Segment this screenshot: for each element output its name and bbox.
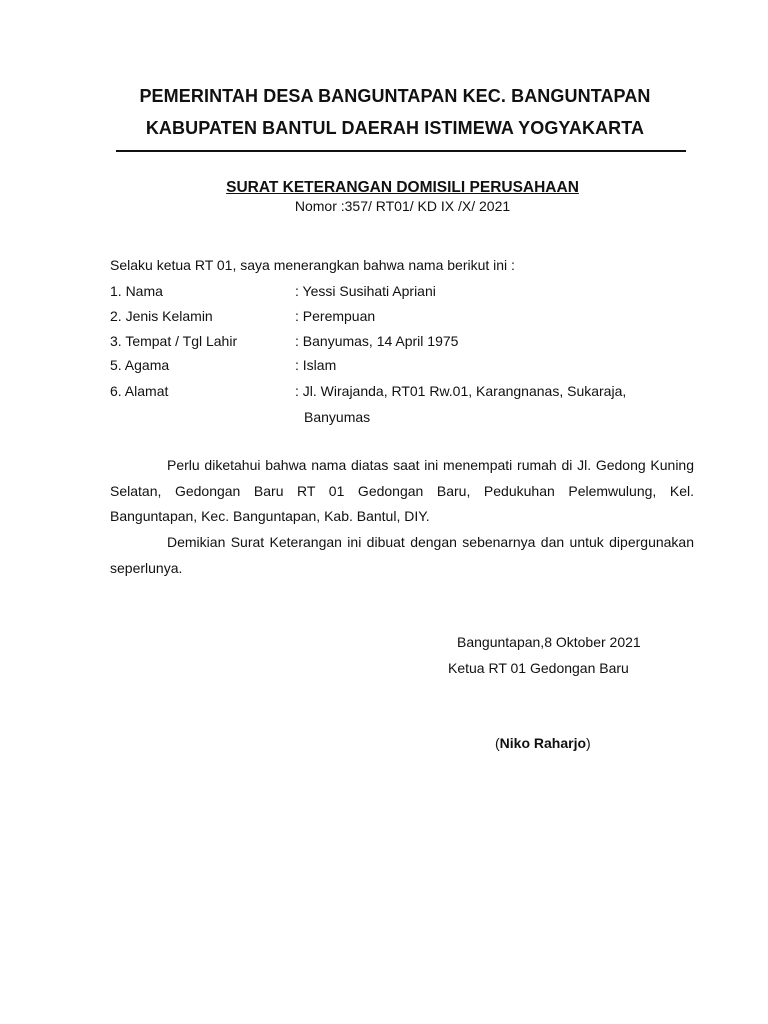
field-label-jenis-kelamin: 2. Jenis Kelamin [110,308,213,324]
field-label-agama: 5. Agama [110,357,170,373]
intro-text: Selaku ketua RT 01, saya menerangkan bahwa nama berikut ini : [110,257,515,273]
field-label-nama: 1. Nama [110,283,163,299]
signature-name [495,735,591,751]
field-value-agama: : Islam [295,357,337,373]
signature-name-text: Niko Raharjo [499,735,587,751]
field-value-alamat: : Jl. Wirajanda, RT01 Rw.01, Karangnanas, Sukaraja, [295,383,627,399]
letterhead-divider [116,150,686,152]
paragraph-2-text: Demikian Surat Keterangan ini dibuat dengan sebenarnya dan untuk dipergunakan seperlunya. [110,534,694,576]
field-value-jenis-kelamin: : Perempuan [295,308,376,324]
letter-title: SURAT KETERANGAN DOMISILI PERUSAHAAN [226,179,579,196]
paragraph-2 [110,530,694,581]
field-value-nama: : Yessi Susihati Apriani [295,283,436,299]
field-value-alamat-cont: Banyumas [304,409,371,425]
field-label-tempat-tgl-lahir: 3. Tempat / Tgl Lahir [110,333,238,349]
letter-number: Nomor :357/ RT01/ KD IX /X/ 2021 [294,198,511,214]
field-label-alamat: 6. Alamat [110,383,169,399]
signature-position: Ketua RT 01 Gedongan Baru [448,660,629,676]
letterhead-line-2: KABUPATEN BANTUL DAERAH ISTIMEWA YOGYAKARTA [145,118,645,138]
letterhead-line-1: PEMERINTAH DESA BANGUNTAPAN KEC. BANGUNTAPAN [139,86,651,106]
signature-paren-close: ) [586,735,591,751]
paragraph-1 [110,453,694,530]
signature-paren-open: ( [495,735,500,751]
signature-place-date: Banguntapan,8 Oktober 2021 [457,634,641,650]
field-value-tempat-tgl-lahir: : Banyumas, 14 April 1975 [295,333,459,349]
paragraph-1-text: Perlu diketahui bahwa nama diatas saat ini menempati rumah di Jl. Gedong Kuning Selatan, Gedongan Baru RT 01 Gedongan Baru, Pedukuhan Pelemwulung, Kel. Banguntapan, Kec. Banguntapan, Kab. Bantul, DIY. [110,457,694,524]
